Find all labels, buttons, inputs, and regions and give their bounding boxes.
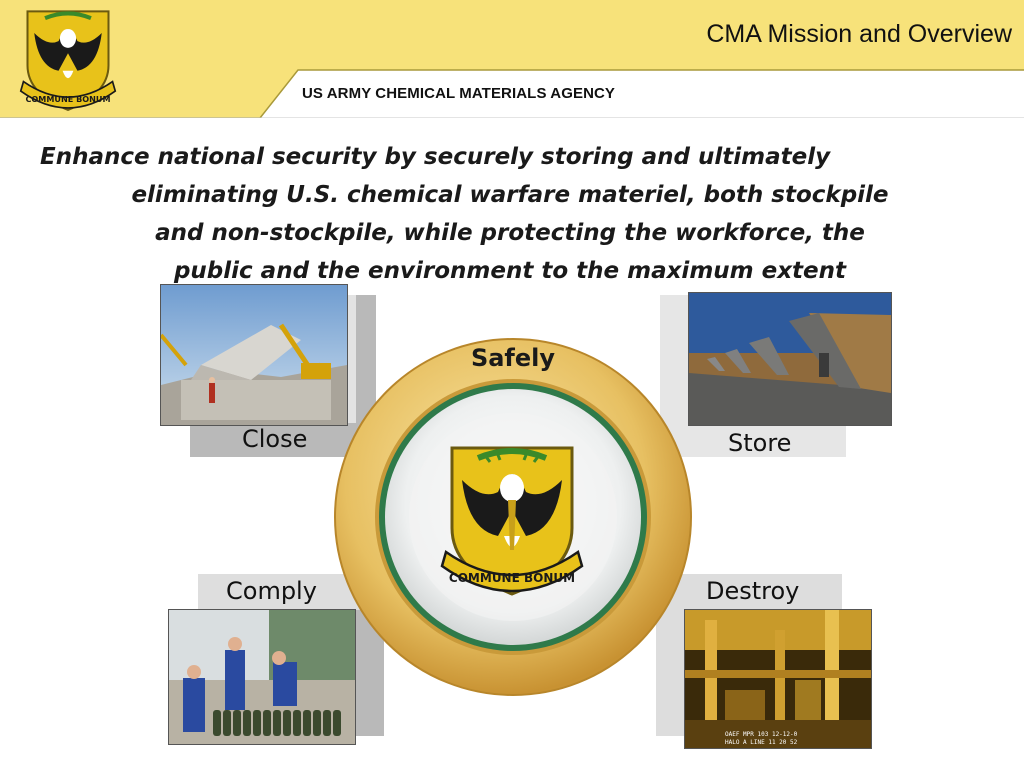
destroy-label: Destroy — [706, 577, 800, 605]
cma-insignia-icon — [12, 6, 124, 114]
comply-label: Comply — [226, 577, 317, 605]
svg-text:OAEF MPR 103 12-12-0: OAEF MPR 103 12-12-0 — [725, 731, 798, 738]
mission-statement — [40, 138, 980, 290]
destroy-photo — [684, 609, 872, 749]
close-photo — [160, 284, 348, 426]
logo-motto: COMMUNE BONUM — [25, 93, 111, 104]
safely-label: Safely — [470, 344, 556, 372]
comply-photo — [168, 609, 356, 745]
mission-line: Enhance national security by securely storing and ultimately — [40, 144, 831, 170]
mission-line: public and the environment to the maximum extent — [173, 258, 847, 284]
store-label: Store — [728, 429, 792, 457]
center-logo-motto: COMMUNE BONUM — [448, 571, 576, 585]
agency-name: US ARMY CHEMICAL MATERIALS AGENCY — [302, 85, 616, 102]
mission-line: eliminating U.S. chemical warfare materiel, both stockpile — [131, 182, 889, 208]
store-photo — [688, 292, 892, 426]
cma-center-insignia-icon — [438, 440, 586, 600]
close-label: Close — [242, 425, 308, 453]
slide-title: CMA Mission and Overview — [706, 20, 1012, 48]
mission-line: and non-stockpile, while protecting the workforce, the — [155, 220, 865, 246]
svg-text:HALO A LINE 11 20 52: HALO A LINE 11 20 52 — [725, 739, 798, 746]
